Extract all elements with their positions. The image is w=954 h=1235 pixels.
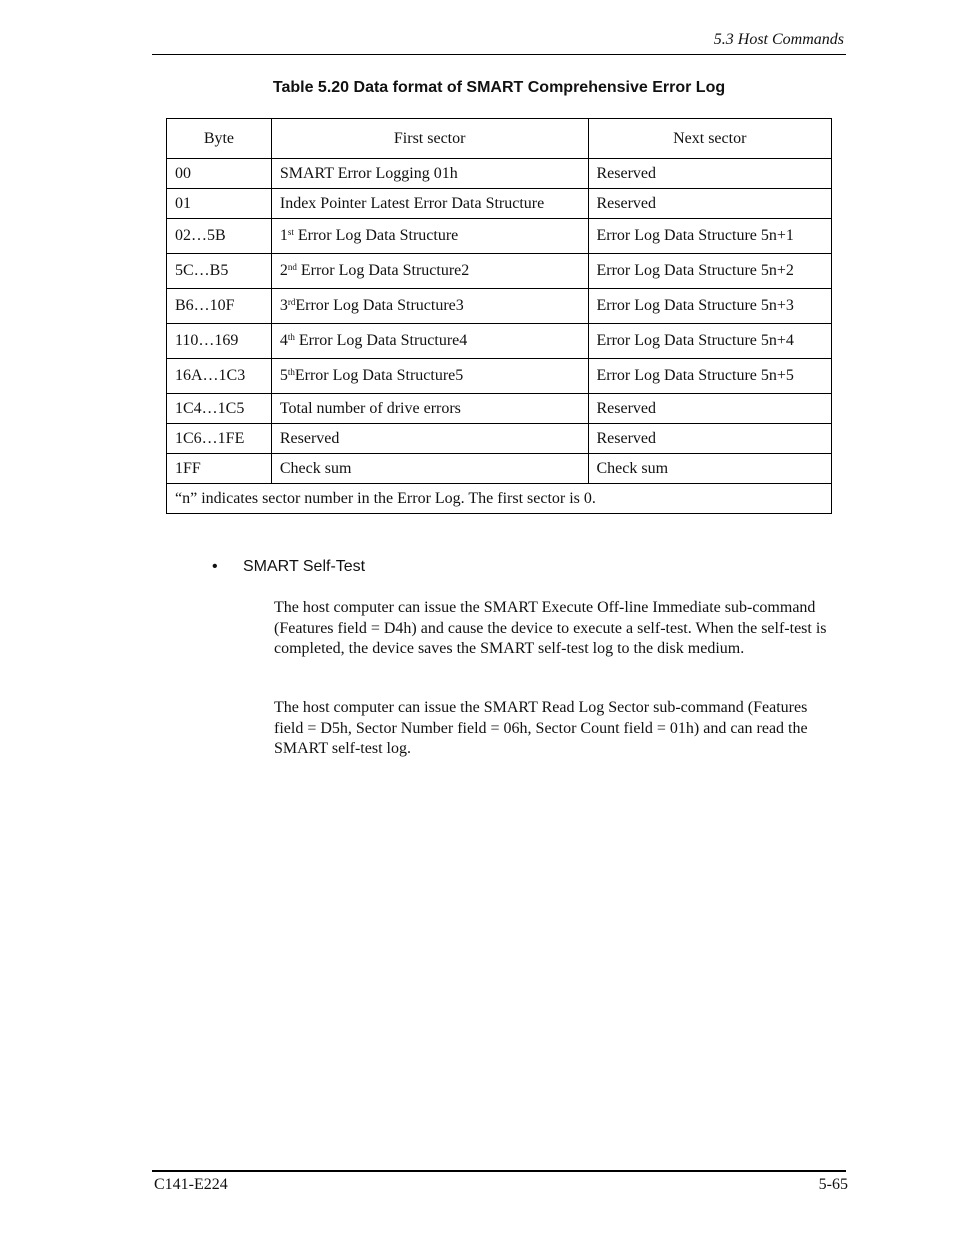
next-sector-cell: Reserved (588, 189, 832, 219)
byte-cell: 1FF (167, 454, 272, 484)
structure-label: Error Log Data Structure3 (295, 297, 464, 314)
table-note-row (167, 484, 832, 514)
body-paragraph: The host computer can issue the SMART Read Log Sector sub-command (Features field = D5h, Sector Number field = 06h, Sector Count field = 01h) and can read the SMART self-test log. (274, 699, 808, 757)
table-caption: Table 5.20 Data format of SMART Comprehensive Error Log (272, 79, 726, 96)
table-row (167, 219, 832, 254)
structure-label: Error Log Data Structure4 (294, 332, 468, 349)
first-sector-cell (271, 359, 588, 394)
byte-cell: B6…10F (167, 289, 272, 324)
structure-label: Error Log Data Structure (293, 227, 459, 244)
table-row (167, 254, 832, 289)
byte-cell: 02…5B (167, 219, 272, 254)
next-sector-cell: Error Log Data Structure 5n+1 (588, 219, 832, 254)
next-sector-cell: Reserved (588, 394, 832, 424)
first-sector-cell: Total number of drive errors (271, 394, 588, 424)
byte-cell: 16A…1C3 (167, 359, 272, 394)
error-log-table (166, 118, 832, 514)
first-sector-cell: SMART Error Logging 01h (271, 159, 588, 189)
ordinal-suffix: th (287, 332, 295, 342)
ordinal-number: 5 (279, 367, 288, 384)
table-note: “n” indicates sector number in the Error Log. The first sector is 0. (167, 484, 832, 514)
byte-cell: 1C6…1FE (167, 424, 272, 454)
bullet-icon: • (212, 558, 218, 575)
table-row (167, 454, 832, 484)
table-row (167, 324, 832, 359)
ordinal-suffix: rd (287, 297, 296, 307)
byte-cell: 5C…B5 (167, 254, 272, 289)
next-sector-cell: Error Log Data Structure 5n+2 (588, 254, 832, 289)
first-sector-cell: Index Pointer Latest Error Data Structure (271, 189, 588, 219)
table-row (167, 159, 832, 189)
ordinal-suffix: st (287, 227, 294, 237)
table-row (167, 289, 832, 324)
column-header-next-sector: Next sector (588, 119, 832, 159)
first-sector-cell: Reserved (271, 424, 588, 454)
ordinal-number: 2 (279, 262, 288, 279)
next-sector-cell: Error Log Data Structure 5n+5 (588, 359, 832, 394)
first-sector-cell: Check sum (271, 454, 588, 484)
footer-rule (152, 1170, 846, 1172)
first-sector-cell (271, 254, 588, 289)
bullet-item (212, 558, 365, 576)
ordinal-suffix: nd (287, 262, 297, 272)
document-id: C141-E224 (154, 1176, 228, 1193)
byte-cell: 110…169 (167, 324, 272, 359)
table-row (167, 424, 832, 454)
table-header-row (167, 119, 832, 159)
body-paragraph: The host computer can issue the SMART Execute Off-line Immediate sub-command (Features field = D4h) and cause the device to execute a self-test. When the self-test is completed, the device saves the SMART self-test log to the disk medium. (274, 599, 827, 657)
structure-label: Error Log Data Structure2 (296, 262, 470, 279)
next-sector-cell: Error Log Data Structure 5n+4 (588, 324, 832, 359)
byte-cell: 00 (167, 159, 272, 189)
first-sector-cell (271, 289, 588, 324)
table-row (167, 189, 832, 219)
ordinal-number: 4 (279, 332, 288, 349)
ordinal-number: 3 (279, 297, 288, 314)
table-row (167, 359, 832, 394)
ordinal-number: 1 (279, 227, 288, 244)
bullet-title: SMART Self-Test (243, 558, 366, 575)
column-header-byte: Byte (167, 119, 272, 159)
next-sector-cell: Check sum (588, 454, 832, 484)
table-row (167, 394, 832, 424)
column-header-first-sector: First sector (271, 119, 588, 159)
header-rule (152, 54, 846, 55)
next-sector-cell: Reserved (588, 159, 832, 189)
byte-cell: 1C4…1C5 (167, 394, 272, 424)
page-number: 5-65 (818, 1176, 848, 1193)
next-sector-cell: Error Log Data Structure 5n+3 (588, 289, 832, 324)
running-header: 5.3 Host Commands (713, 31, 844, 48)
structure-label: Error Log Data Structure5 (294, 367, 464, 384)
first-sector-cell (271, 324, 588, 359)
first-sector-cell (271, 219, 588, 254)
ordinal-suffix: th (287, 367, 295, 377)
next-sector-cell: Reserved (588, 424, 832, 454)
byte-cell: 01 (167, 189, 272, 219)
